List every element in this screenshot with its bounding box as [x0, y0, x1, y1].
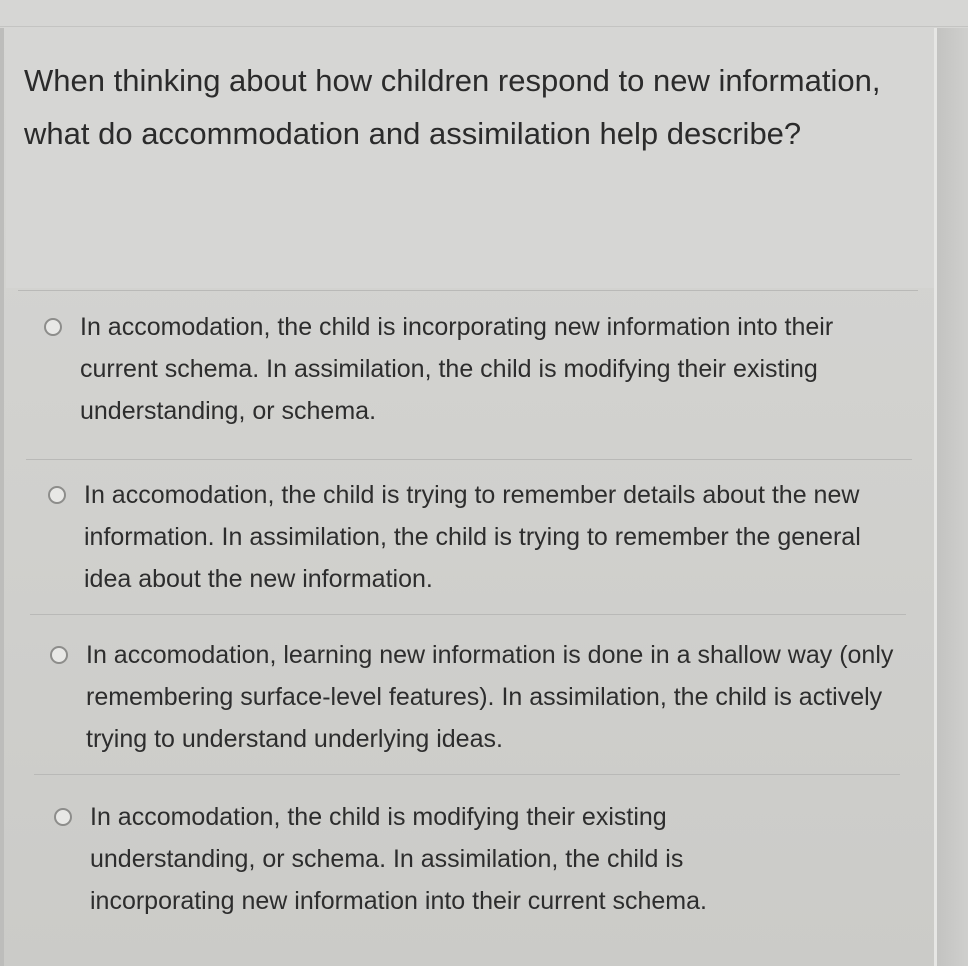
answers-top-divider: [18, 290, 918, 291]
answer-option-1[interactable]: [40, 306, 900, 436]
radio-button-3[interactable]: [50, 646, 68, 664]
radio-button-4[interactable]: [54, 808, 72, 826]
answer-option-3-label: In accomodation, learning new information is done in a shallow way (only remembering surface-level features). In assimilation, the child is actively trying to understand underlying ideas.: [86, 641, 894, 753]
answer-option-2-label: In accomodation, the child is trying to remember details about the new information. In assimilation, the child is trying to remember the general idea about the new information.: [84, 481, 861, 593]
option-divider-2: [30, 614, 906, 615]
answer-option-3[interactable]: [46, 634, 906, 764]
answer-option-4-label: In accomodation, the child is modifying their existing understanding, or schema. In assimilation, the child is incorporating new information into their current schema.: [90, 803, 707, 915]
answer-option-4[interactable]: [50, 796, 910, 926]
question-text: When thinking about how children respond to new information, what do accommodation and assimilation help describe?: [24, 63, 881, 151]
right-shade: [937, 28, 968, 966]
answer-option-1-label: In accomodation, the child is incorporating new information into their current schema. In assimilation, the child is modifying their existing understanding, or schema.: [80, 313, 834, 425]
option-divider-1: [26, 459, 912, 460]
option-divider-3: [34, 774, 900, 775]
radio-button-1[interactable]: [44, 318, 62, 336]
top-divider: [0, 26, 968, 27]
answer-option-2[interactable]: [44, 474, 904, 604]
left-frame: [0, 28, 4, 966]
radio-button-2[interactable]: [48, 486, 66, 504]
